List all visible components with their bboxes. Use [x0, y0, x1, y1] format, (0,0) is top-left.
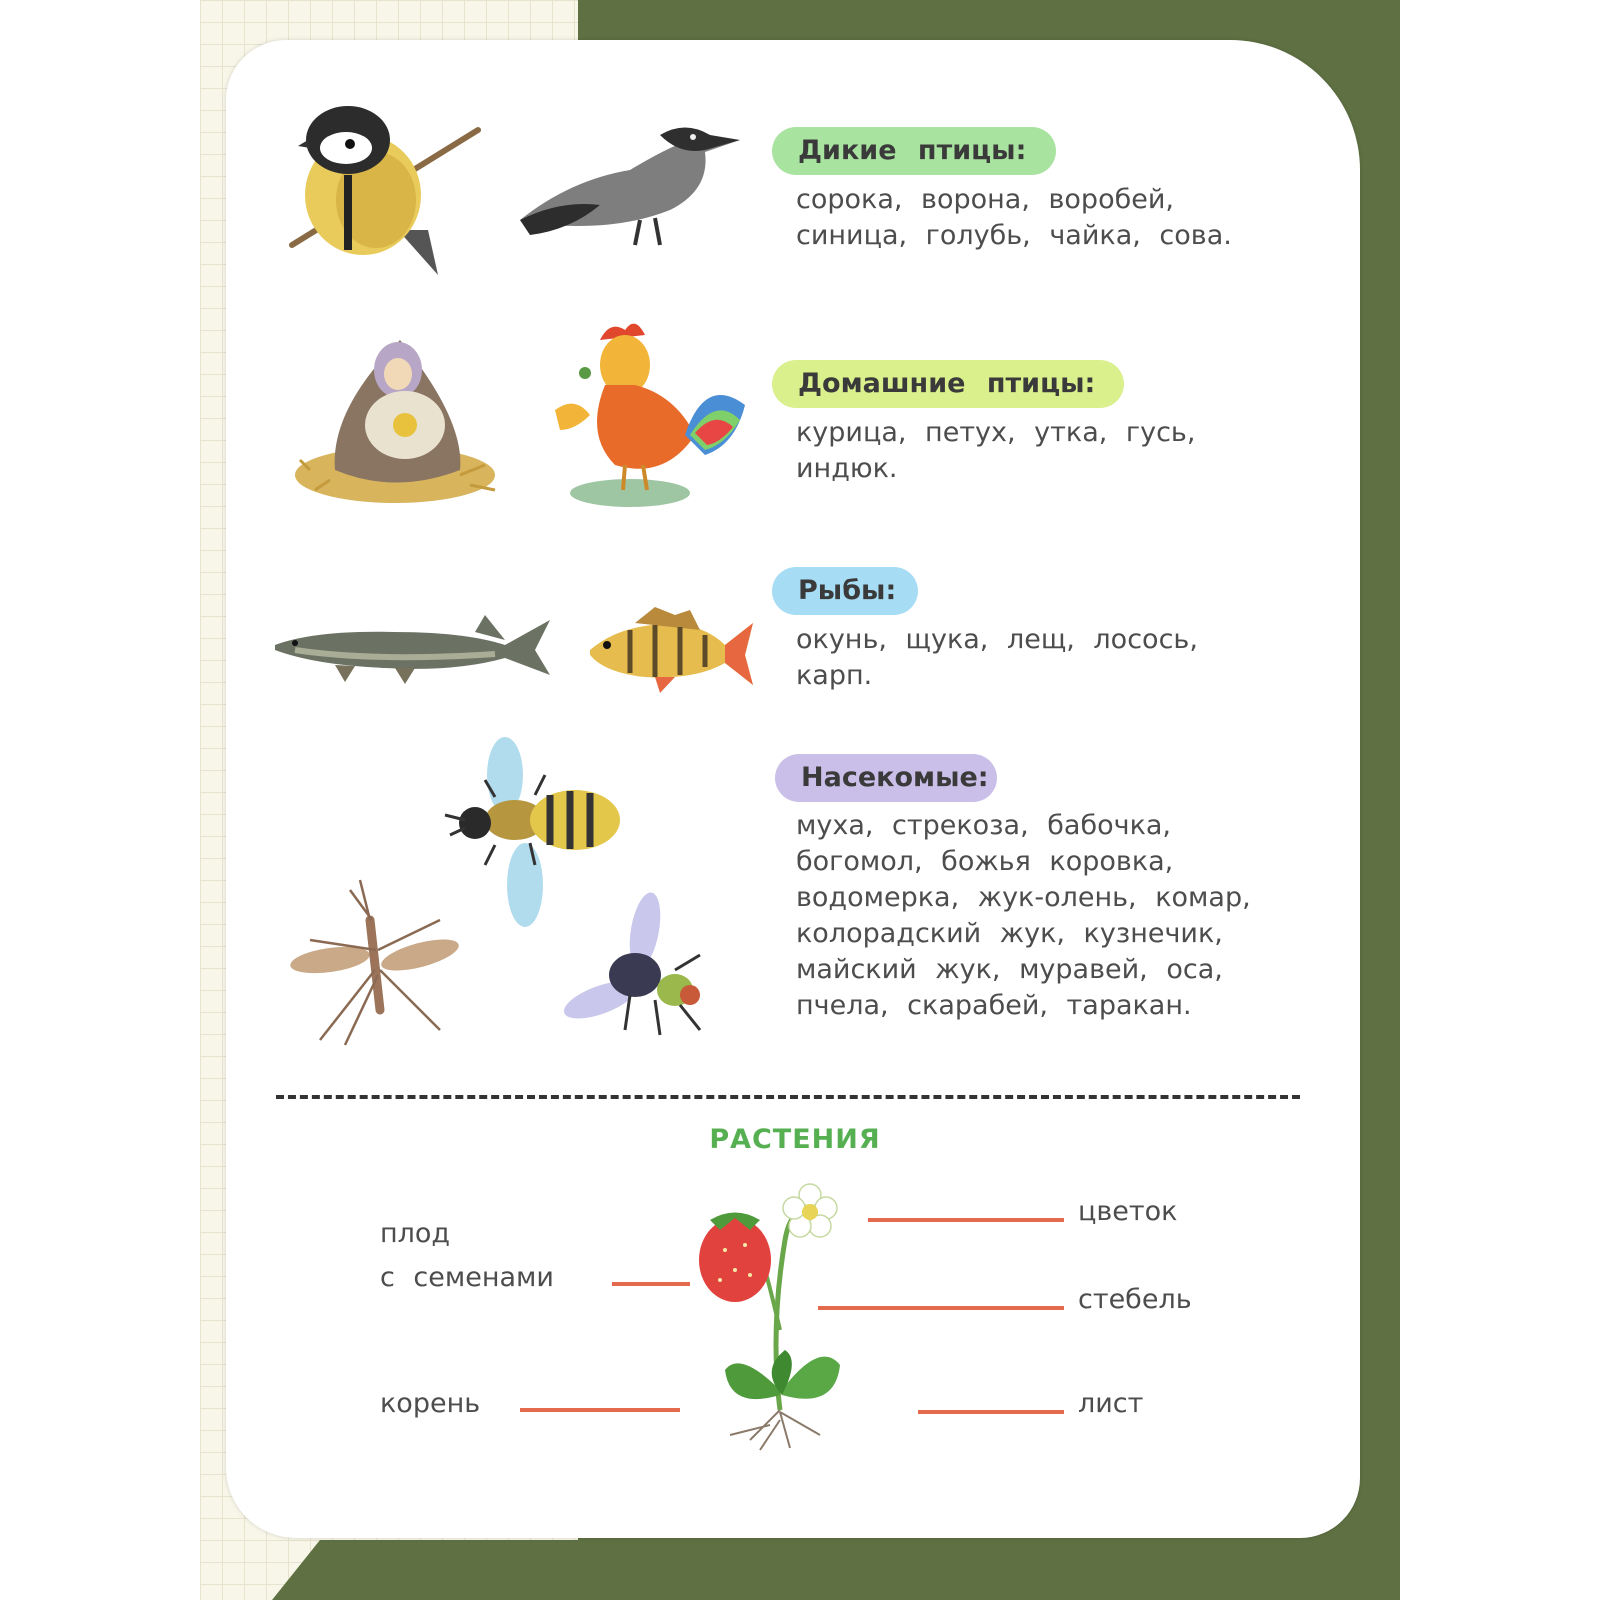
crow-illustration	[510, 110, 750, 250]
insects-list	[796, 808, 1251, 1024]
fish-title: Рыбы:	[772, 567, 918, 615]
stem-label: стебель	[1078, 1284, 1192, 1315]
domestic-birds-title: Домашние птицы:	[772, 360, 1124, 408]
rooster-illustration	[555, 315, 755, 515]
leaf-label: лист	[1078, 1388, 1144, 1419]
leaf-pointer-line	[918, 1410, 1064, 1414]
insects-line-5: майский жук, муравей, оса,	[796, 954, 1223, 985]
section-divider	[276, 1095, 1300, 1099]
fly-illustration	[570, 890, 730, 1050]
plants-title: РАСТЕНИЯ	[709, 1124, 881, 1155]
root-pointer-line	[520, 1408, 680, 1412]
insects-line-4: колорадский жук, кузнечик,	[796, 918, 1223, 949]
fruit-label-line-1: плод	[380, 1218, 451, 1249]
wild-birds-line-1: сорока, ворона, воробей,	[796, 184, 1174, 215]
wild-birds-title: Дикие птицы:	[772, 127, 1056, 175]
insects-line-6: пчела, скарабей, таракан.	[796, 990, 1192, 1021]
insects-line-1: муха, стрекоза, бабочка,	[796, 810, 1172, 841]
fruit-pointer-line	[612, 1282, 690, 1286]
fruit-label-line-2: с семенами	[380, 1262, 554, 1293]
flower-pointer-line	[868, 1218, 1064, 1222]
domestic-birds-line-2: индюк.	[796, 453, 898, 484]
flower-label: цветок	[1078, 1196, 1178, 1227]
stem-pointer-line	[818, 1306, 1064, 1310]
mosquito-illustration	[290, 880, 460, 1050]
pike-illustration	[275, 610, 555, 690]
hen-on-nest-illustration	[290, 310, 500, 510]
insects-line-2: богомол, божья коровка,	[796, 846, 1174, 877]
root-label: корень	[380, 1388, 481, 1419]
green-board-bottom	[200, 1540, 1400, 1600]
wild-birds-list	[796, 182, 1232, 254]
perch-illustration	[585, 605, 755, 695]
wild-birds-line-2: синица, голубь, чайка, сова.	[796, 220, 1232, 251]
insects-title: Насекомые:	[775, 754, 997, 802]
titmouse-illustration	[288, 100, 488, 280]
domestic-birds-line-1: курица, петух, утка, гусь,	[796, 417, 1196, 448]
strawberry-plant-illustration	[690, 1180, 870, 1450]
fish-line-2: карп.	[796, 660, 873, 691]
fish-list	[796, 622, 1198, 694]
fish-line-1: окунь, щука, лещ, лосось,	[796, 624, 1198, 655]
domestic-birds-list	[796, 415, 1195, 487]
insects-line-3: водомерка, жук-олень, комар,	[796, 882, 1251, 913]
